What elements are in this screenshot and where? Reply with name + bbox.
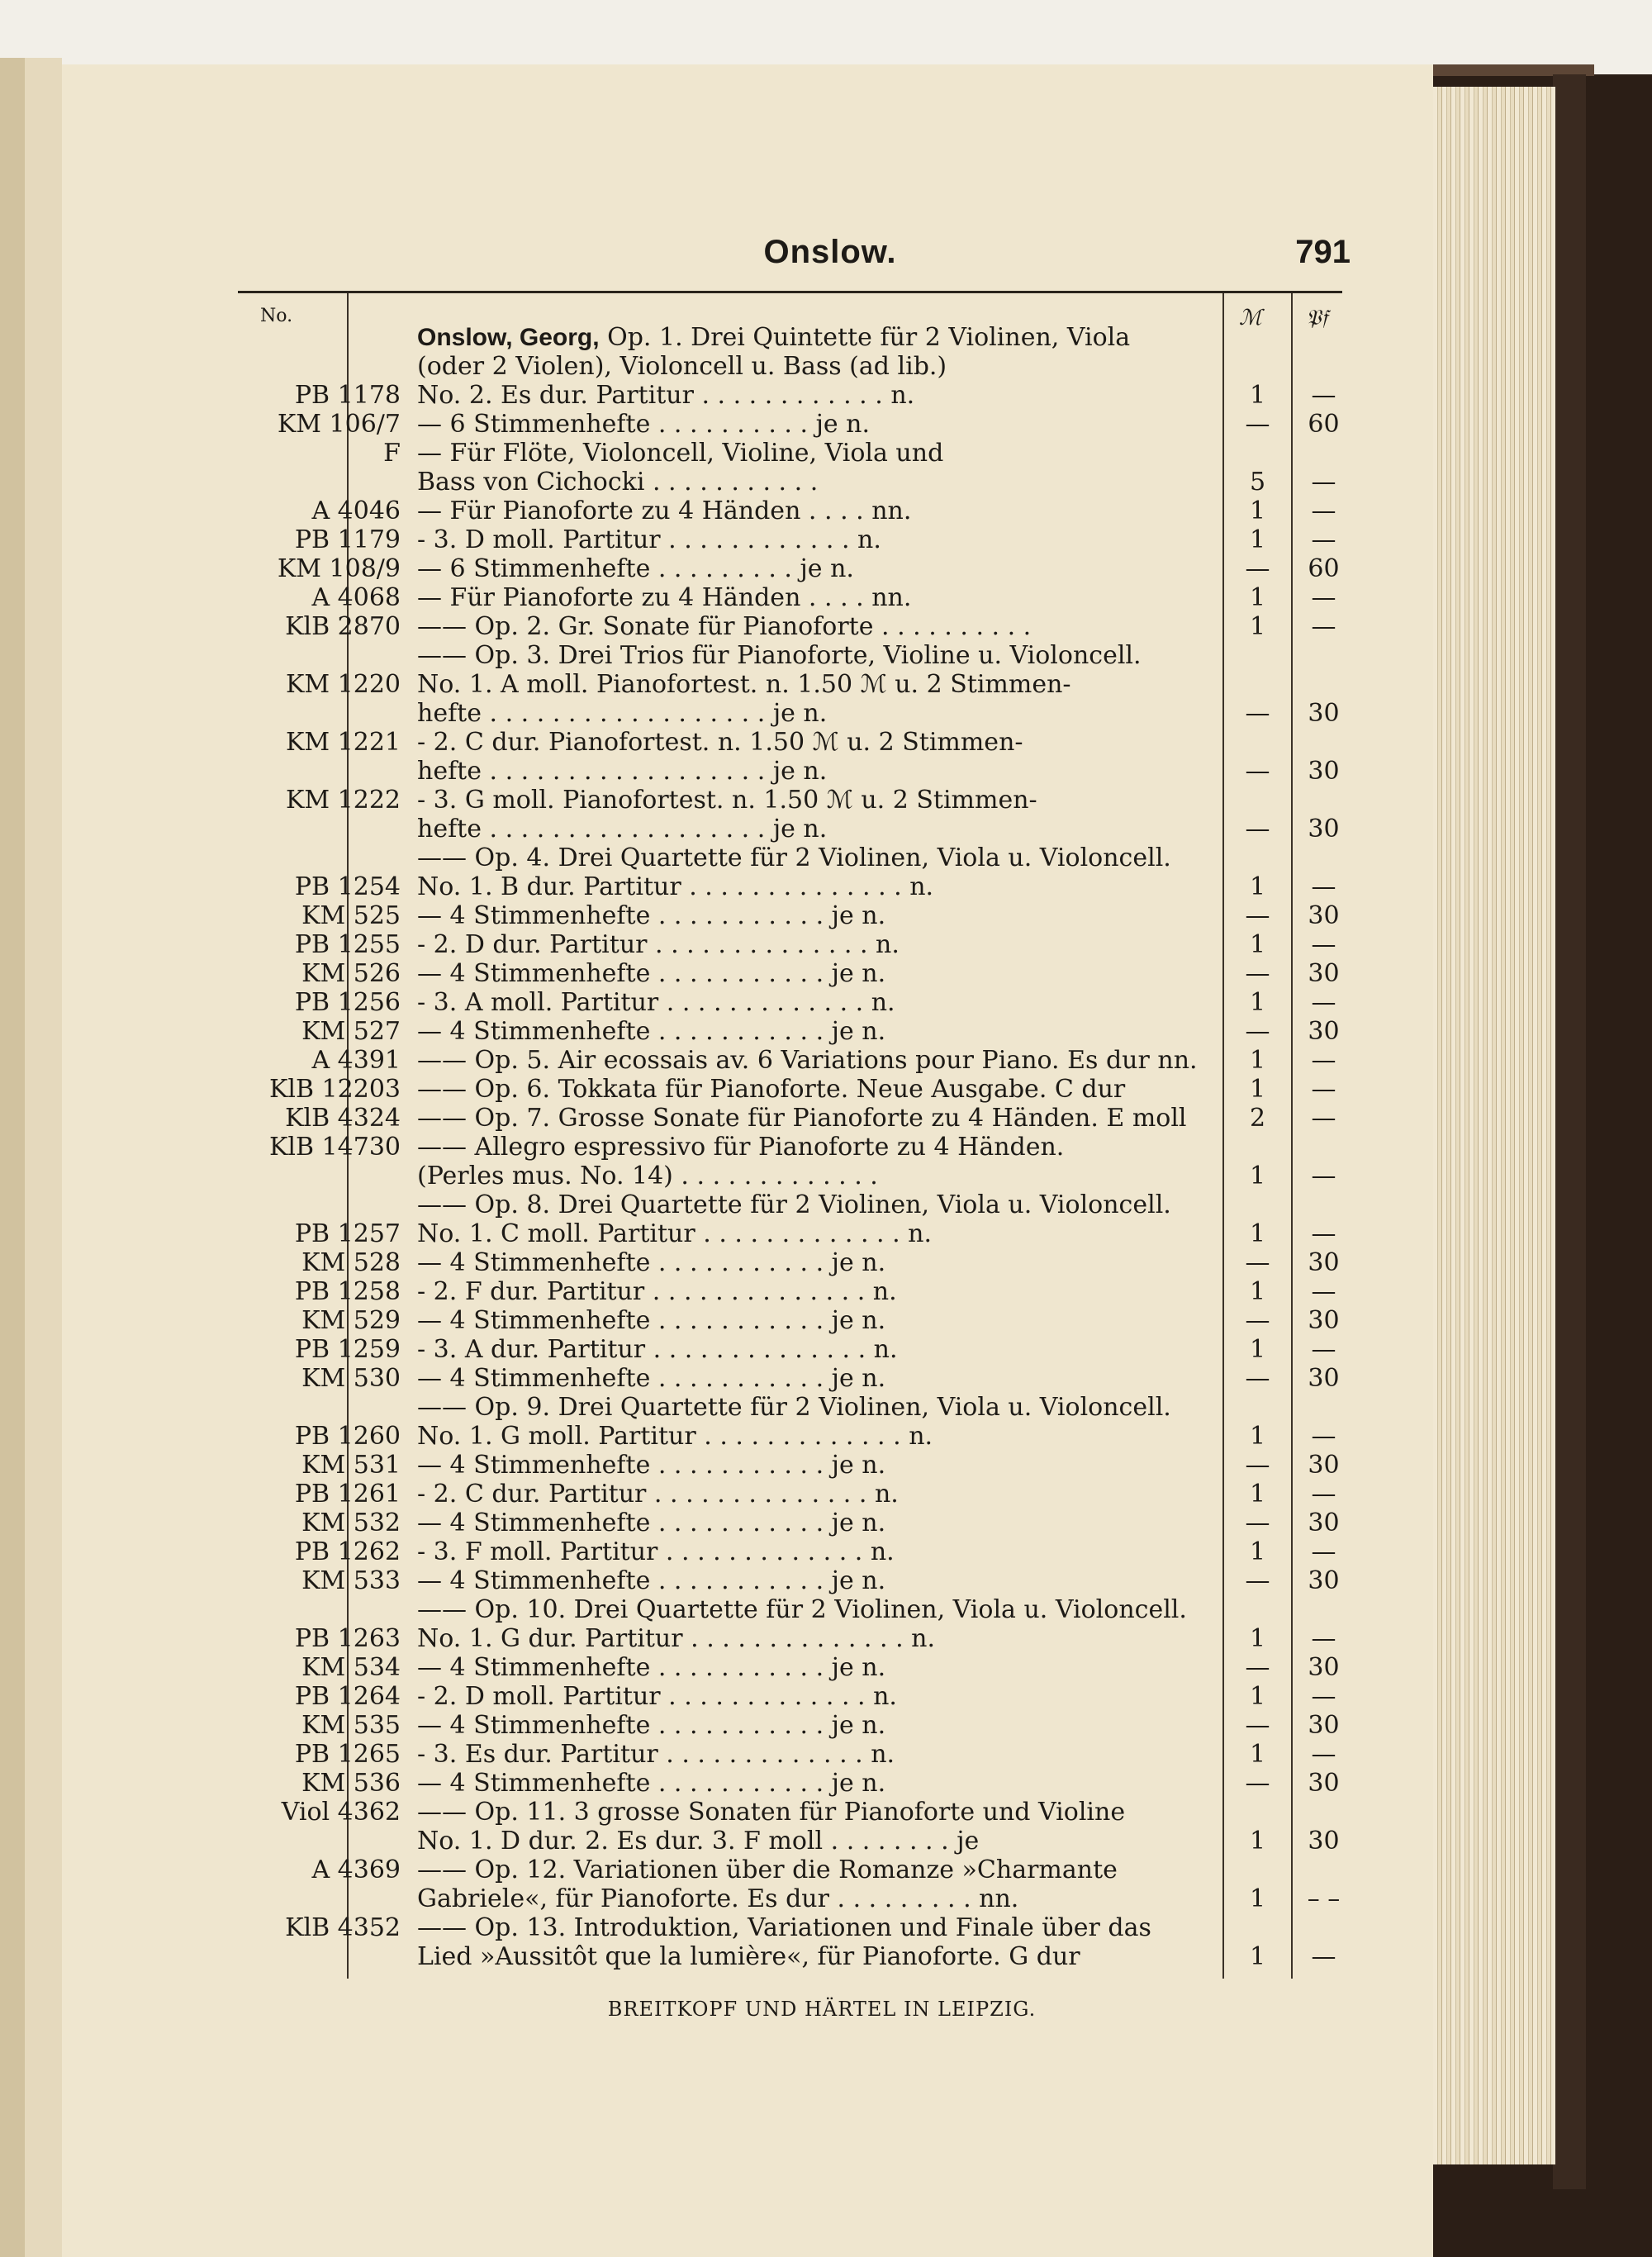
entry-description: — 4 Stimmenhefte . . . . . . . . . . . je n. (417, 959, 886, 988)
catalog-page (62, 64, 1433, 2257)
price-pfennig: 30 (1308, 815, 1340, 843)
entry-description: —— Op. 2. Gr. Sonate für Pianoforte . . . . . . . . . . (417, 612, 1032, 641)
background-top (0, 0, 1652, 74)
table-row (62, 410, 1433, 440)
price-pfennig: 30 (1308, 1827, 1340, 1855)
table-row (62, 1364, 1433, 1394)
price-pfennig: — (1311, 1162, 1336, 1190)
table-row (62, 1162, 1433, 1191)
book-spine-shadow (1553, 74, 1586, 2189)
table-row (62, 1393, 1433, 1423)
page-title: Onslow. (763, 234, 897, 270)
entry-description: — 4 Stimmenhefte . . . . . . . . . . . je n. (417, 1509, 886, 1537)
table-row (62, 439, 1433, 468)
price-pfennig: — (1311, 1942, 1336, 1971)
table-row (62, 959, 1433, 989)
entry-description: —— Op. 10. Drei Quartette für 2 Violinen, Viola u. Violoncell. (417, 1595, 1187, 1624)
price-mark: — (1245, 1566, 1270, 1595)
price-pfennig: 30 (1308, 1017, 1340, 1046)
price-mark: 1 (1249, 1537, 1266, 1566)
price-mark: 1 (1249, 988, 1266, 1017)
table-row (62, 757, 1433, 786)
price-pfennig: 60 (1308, 554, 1340, 583)
table-row (62, 1451, 1433, 1480)
table-row (62, 843, 1433, 873)
table-row (62, 1942, 1433, 1972)
price-mark: — (1245, 1769, 1270, 1798)
entry-description: — 4 Stimmenhefte . . . . . . . . . . . je n. (417, 1306, 886, 1335)
price-mark: 1 (1249, 1046, 1266, 1075)
catalog-number: PB 1257 (294, 1219, 401, 1248)
catalog-number: PB 1265 (294, 1740, 401, 1769)
catalog-number: A 4369 (311, 1855, 401, 1884)
price-mark: — (1245, 901, 1270, 930)
entry-description: - 3. A moll. Partitur . . . . . . . . . . . . . n. (417, 988, 895, 1017)
entry-description: - 2. D moll. Partitur . . . . . . . . . . . . . n. (417, 1682, 897, 1711)
price-mark: 1 (1249, 1422, 1266, 1451)
price-pfennig: 30 (1308, 1711, 1340, 1740)
table-row (62, 323, 1433, 353)
table-row (62, 1075, 1433, 1105)
price-mark: 1 (1249, 1480, 1266, 1509)
catalog-number: KlB 4324 (285, 1104, 401, 1133)
price-pfennig: — (1311, 468, 1336, 497)
catalog-number: PB 1260 (294, 1422, 401, 1451)
price-mark: 1 (1249, 1335, 1266, 1364)
catalog-number: KM 108/9 (277, 554, 401, 583)
table-row (62, 1190, 1433, 1220)
table-row (62, 930, 1433, 960)
catalog-number: KM 527 (301, 1017, 401, 1046)
table-row (62, 352, 1433, 382)
catalog-number: KM 528 (301, 1248, 401, 1277)
price-pfennig: – – (1307, 1884, 1341, 1913)
entry-description: —— Op. 3. Drei Trios für Pianoforte, Violine u. Violoncell. (417, 641, 1142, 670)
table-row (62, 1104, 1433, 1133)
price-pfennig: 30 (1308, 1566, 1340, 1595)
price-mark: 1 (1249, 381, 1266, 410)
table-row (62, 699, 1433, 729)
table-row (62, 1422, 1433, 1452)
price-pfennig: — (1311, 1682, 1336, 1711)
price-mark: — (1245, 1248, 1270, 1277)
entry-description: hefte . . . . . . . . . . . . . . . . . . je n. (417, 757, 828, 786)
entry-description: — 4 Stimmenhefte . . . . . . . . . . . je n. (417, 1451, 886, 1480)
price-mark: — (1245, 1653, 1270, 1682)
entry-description: No. 1. G dur. Partitur . . . . . . . . . . . . . . n. (417, 1624, 935, 1653)
entry-description: — 4 Stimmenhefte . . . . . . . . . . . je n. (417, 901, 886, 930)
table-row (62, 468, 1433, 497)
table-row (62, 1855, 1433, 1885)
table-row (62, 554, 1433, 584)
price-pfennig: 60 (1308, 410, 1340, 439)
price-pfennig: — (1311, 1104, 1336, 1133)
price-mark: — (1245, 959, 1270, 988)
catalog-number: KM 530 (301, 1364, 401, 1393)
table-row (62, 1769, 1433, 1798)
price-mark: — (1245, 1017, 1270, 1046)
table-row (62, 1509, 1433, 1538)
table-row (62, 1798, 1433, 1827)
price-pfennig: — (1311, 988, 1336, 1017)
entry-description: - 3. A dur. Partitur . . . . . . . . . . . . . . n. (417, 1335, 898, 1364)
price-pfennig: — (1311, 1075, 1336, 1104)
table-row (62, 381, 1433, 411)
price-pfennig: — (1311, 1277, 1336, 1306)
price-mark: — (1245, 1364, 1270, 1393)
header-rule (238, 291, 1342, 293)
entry-description: (Perles mus. No. 14) . . . . . . . . . . . . . (417, 1162, 878, 1190)
entry-description: hefte . . . . . . . . . . . . . . . . . . je n. (417, 699, 828, 728)
price-pfennig: — (1311, 1046, 1336, 1075)
table-row (62, 1740, 1433, 1770)
table-row (62, 1566, 1433, 1596)
catalog-number: KM 532 (301, 1509, 401, 1537)
previous-page-shadow (0, 58, 25, 2257)
price-pfennig: — (1311, 1624, 1336, 1653)
catalog-number: PB 1256 (294, 988, 401, 1017)
table-row (62, 1017, 1433, 1047)
entry-description: No. 1. G moll. Partitur . . . . . . . . . . . . . n. (417, 1422, 933, 1451)
entry-description: No. 1. C moll. Partitur . . . . . . . . . . . . . n. (417, 1219, 933, 1248)
table-row (62, 1537, 1433, 1567)
entry-description: - 3. G moll. Pianofortest. n. 1.50 ℳ u. 2 Stimmen- (417, 786, 1037, 815)
catalog-number: KM 106/7 (277, 410, 401, 439)
price-pfennig: 30 (1308, 1769, 1340, 1798)
price-mark: — (1245, 699, 1270, 728)
price-pfennig: 30 (1308, 1364, 1340, 1393)
catalog-number: KM 526 (301, 959, 401, 988)
table-row (62, 872, 1433, 902)
page-block-edges (1433, 87, 1555, 2164)
price-mark: — (1245, 1509, 1270, 1537)
price-mark: 1 (1249, 1942, 1266, 1971)
entry-description: - 3. F moll. Partitur . . . . . . . . . . . . . n. (417, 1537, 895, 1566)
price-mark: 1 (1249, 1740, 1266, 1769)
catalog-number: KM 536 (301, 1769, 401, 1798)
entry-description: — 6 Stimmenhefte . . . . . . . . . . je n. (417, 410, 871, 439)
catalog-number: Viol 4362 (281, 1798, 401, 1827)
price-pfennig: — (1311, 1740, 1336, 1769)
entry-description: —— Op. 5. Air ecossais av. 6 Variations pour Piano. Es dur nn. (417, 1046, 1198, 1075)
catalog-number: PB 1254 (294, 872, 401, 901)
table-row (62, 1133, 1433, 1162)
entry-description: Bass von Cichocki . . . . . . . . . . . (417, 468, 819, 497)
table-row (62, 525, 1433, 555)
price-mark: — (1245, 554, 1270, 583)
table-row (62, 1248, 1433, 1278)
table-row (62, 786, 1433, 815)
table-row (62, 670, 1433, 700)
entry-description: —— Op. 11. 3 grosse Sonaten für Pianoforte und Violine (417, 1798, 1126, 1827)
table-row (62, 901, 1433, 931)
catalog-number: KlB 14730 (268, 1133, 401, 1162)
catalog-number: KM 1220 (285, 670, 401, 699)
price-pfennig: 30 (1308, 1653, 1340, 1682)
entry-description: Lied »Aussitôt que la lumière«, für Pianoforte. G dur (417, 1942, 1080, 1971)
entry-description: — 4 Stimmenhefte . . . . . . . . . . . je n. (417, 1364, 886, 1393)
table-row (62, 1682, 1433, 1712)
entry-description: Gabriele«, für Pianoforte. Es dur . . . . . . . . . nn. (417, 1884, 1019, 1913)
catalog-number: KM 533 (301, 1566, 401, 1595)
page-number: 791 (1295, 234, 1351, 270)
price-mark: — (1245, 1711, 1270, 1740)
entry-description: — 4 Stimmenhefte . . . . . . . . . . . je n. (417, 1653, 886, 1682)
price-pfennig: — (1311, 1480, 1336, 1509)
entry-description: —— Op. 4. Drei Quartette für 2 Violinen, Viola u. Violoncell. (417, 843, 1171, 872)
price-pfennig: — (1311, 1219, 1336, 1248)
catalog-number: KlB 12203 (268, 1075, 401, 1104)
entry-description: — 4 Stimmenhefte . . . . . . . . . . . je n. (417, 1711, 886, 1740)
entry-description: No. 2. Es dur. Partitur . . . . . . . . . . . . n. (417, 381, 915, 410)
publisher-footer: BREITKOPF UND HÄRTEL IN LEIPZIG. (607, 1998, 1037, 2021)
price-pfennig: — (1311, 930, 1336, 959)
entry-description: - 2. F dur. Partitur . . . . . . . . . . . . . . n. (417, 1277, 897, 1306)
entry-description: No. 1. D dur. 2. Es dur. 3. F moll . . . . . . . . je (417, 1827, 980, 1855)
entry-description: —— Op. 7. Grosse Sonate für Pianoforte zu 4 Händen. E moll (417, 1104, 1187, 1133)
table-row (62, 612, 1433, 642)
catalog-number: PB 1261 (294, 1480, 401, 1509)
entry-description: No. 1. A moll. Pianofortest. n. 1.50 ℳ u. 2 Stimmen- (417, 670, 1071, 699)
price-mark: 1 (1249, 930, 1266, 959)
price-mark: 1 (1249, 872, 1266, 901)
catalog-number: KM 1222 (285, 786, 401, 815)
entry-description: Onslow, Georg, Op. 1. Drei Quintette für 2 Violinen, Viola (417, 323, 1131, 352)
entry-description: - 2. C dur. Pianofortest. n. 1.50 ℳ u. 2 Stimmen- (417, 728, 1023, 757)
catalog-number: KlB 2870 (285, 612, 401, 641)
catalog-number: A 4068 (311, 583, 401, 612)
table-row (62, 1913, 1433, 1943)
entry-description: — Für Pianoforte zu 4 Händen . . . . nn. (417, 583, 912, 612)
catalog-number: PB 1262 (294, 1537, 401, 1566)
price-mark: 1 (1249, 612, 1266, 641)
price-pfennig: 30 (1308, 1451, 1340, 1480)
price-pfennig: — (1311, 381, 1336, 410)
price-pfennig: 30 (1308, 699, 1340, 728)
price-mark: 1 (1249, 525, 1266, 554)
price-mark: 1 (1249, 583, 1266, 612)
entry-description: — Für Flöte, Violoncell, Violine, Viola und (417, 439, 944, 468)
price-pfennig: — (1311, 872, 1336, 901)
entry-description: —— Op. 9. Drei Quartette für 2 Violinen, Viola u. Violoncell. (417, 1393, 1171, 1422)
price-pfennig: — (1311, 497, 1336, 525)
price-pfennig: — (1311, 1335, 1336, 1364)
table-row (62, 1711, 1433, 1741)
price-mark: 1 (1249, 1162, 1266, 1190)
price-mark: 1 (1249, 1682, 1266, 1711)
table-row (62, 1277, 1433, 1307)
price-mark: 2 (1249, 1104, 1266, 1133)
price-mark: 1 (1249, 1884, 1266, 1913)
table-row (62, 1480, 1433, 1509)
table-row (62, 815, 1433, 844)
price-mark: — (1245, 815, 1270, 843)
entry-description: (oder 2 Violen), Violoncell u. Bass (ad lib.) (417, 352, 947, 381)
catalog-number: KM 529 (301, 1306, 401, 1335)
table-row (62, 497, 1433, 526)
entry-description: —— Op. 8. Drei Quartette für 2 Violinen, Viola u. Violoncell. (417, 1190, 1171, 1219)
price-mark: — (1245, 1451, 1270, 1480)
catalog-number: PB 1258 (294, 1277, 401, 1306)
entry-description: - 3. Es dur. Partitur . . . . . . . . . . . . . n. (417, 1740, 895, 1769)
catalog-number: PB 1178 (294, 381, 401, 410)
catalog-number: A 4391 (311, 1046, 401, 1075)
price-mark: 1 (1249, 497, 1266, 525)
catalog-number: KM 531 (301, 1451, 401, 1480)
catalog-number: KM 535 (301, 1711, 401, 1740)
price-mark: 1 (1249, 1624, 1266, 1653)
table-row (62, 1046, 1433, 1076)
price-mark: 5 (1249, 468, 1266, 497)
column-header-pfennig: 𝔓𝔣 (1306, 306, 1328, 330)
price-pfennig: 30 (1308, 1248, 1340, 1277)
price-mark: 1 (1249, 1075, 1266, 1104)
price-pfennig: — (1311, 525, 1336, 554)
table-row (62, 641, 1433, 671)
catalog-number: PB 1264 (294, 1682, 401, 1711)
entry-description: — 4 Stimmenhefte . . . . . . . . . . . je n. (417, 1769, 886, 1798)
price-pfennig: — (1311, 1422, 1336, 1451)
catalog-number: PB 1259 (294, 1335, 401, 1364)
catalog-number: KM 525 (301, 901, 401, 930)
price-pfennig: — (1311, 583, 1336, 612)
price-mark: 1 (1249, 1219, 1266, 1248)
table-row (62, 1219, 1433, 1249)
catalog-number: PB 1255 (294, 930, 401, 959)
table-row (62, 1827, 1433, 1856)
price-mark: 1 (1249, 1277, 1266, 1306)
entry-description: - 3. D moll. Partitur . . . . . . . . . . . . n. (417, 525, 881, 554)
price-mark: — (1245, 1306, 1270, 1335)
column-header-mark: ℳ (1239, 306, 1262, 330)
entry-description: —— Allegro espressivo für Pianoforte zu 4 Händen. (417, 1133, 1065, 1162)
price-pfennig: 30 (1308, 959, 1340, 988)
price-mark: — (1245, 410, 1270, 439)
table-row (62, 988, 1433, 1018)
price-pfennig: 30 (1308, 901, 1340, 930)
table-row (62, 1306, 1433, 1336)
catalog-number: PB 1263 (294, 1624, 401, 1653)
catalog-number: KM 1221 (285, 728, 401, 757)
entry-description: —— Op. 6. Tokkata für Pianoforte. Neue Ausgabe. C dur (417, 1075, 1126, 1104)
entry-description: — Für Pianoforte zu 4 Händen . . . . nn. (417, 497, 912, 525)
entry-description: — 4 Stimmenhefte . . . . . . . . . . . je n. (417, 1566, 886, 1595)
table-row (62, 1653, 1433, 1683)
price-mark: 1 (1249, 1827, 1266, 1855)
table-row (62, 1884, 1433, 1914)
catalog-number: KlB 4352 (285, 1913, 401, 1942)
entry-description: —— Op. 12. Variationen über die Romanze »Charmante (417, 1855, 1118, 1884)
price-pfennig: 30 (1308, 757, 1340, 786)
table-row (62, 1624, 1433, 1654)
entry-description: — 6 Stimmenhefte . . . . . . . . . je n. (417, 554, 854, 583)
entry-description: - 2. D dur. Partitur . . . . . . . . . . . . . . n. (417, 930, 900, 959)
column-header-no: No. (260, 306, 293, 326)
entry-description: —— Op. 13. Introduktion, Variationen und Finale über das (417, 1913, 1151, 1942)
catalog-number: PB 1179 (294, 525, 401, 554)
price-pfennig: — (1311, 612, 1336, 641)
entry-description: — 4 Stimmenhefte . . . . . . . . . . . je n. (417, 1248, 886, 1277)
price-pfennig: — (1311, 1537, 1336, 1566)
catalog-number: A 4046 (311, 497, 401, 525)
table-row (62, 583, 1433, 613)
price-mark: — (1245, 757, 1270, 786)
table-row (62, 728, 1433, 758)
catalog-number: F (383, 439, 401, 468)
entry-description: hefte . . . . . . . . . . . . . . . . . . je n. (417, 815, 828, 843)
catalog-number: KM 534 (301, 1653, 401, 1682)
table-row (62, 1595, 1433, 1625)
price-pfennig: 30 (1308, 1509, 1340, 1537)
table-row (62, 1335, 1433, 1365)
price-pfennig: 30 (1308, 1306, 1340, 1335)
entry-description: No. 1. B dur. Partitur . . . . . . . . . . . . . . n. (417, 872, 934, 901)
entry-description: - 2. C dur. Partitur . . . . . . . . . . . . . . n. (417, 1480, 899, 1509)
entry-description: — 4 Stimmenhefte . . . . . . . . . . . je n. (417, 1017, 886, 1046)
